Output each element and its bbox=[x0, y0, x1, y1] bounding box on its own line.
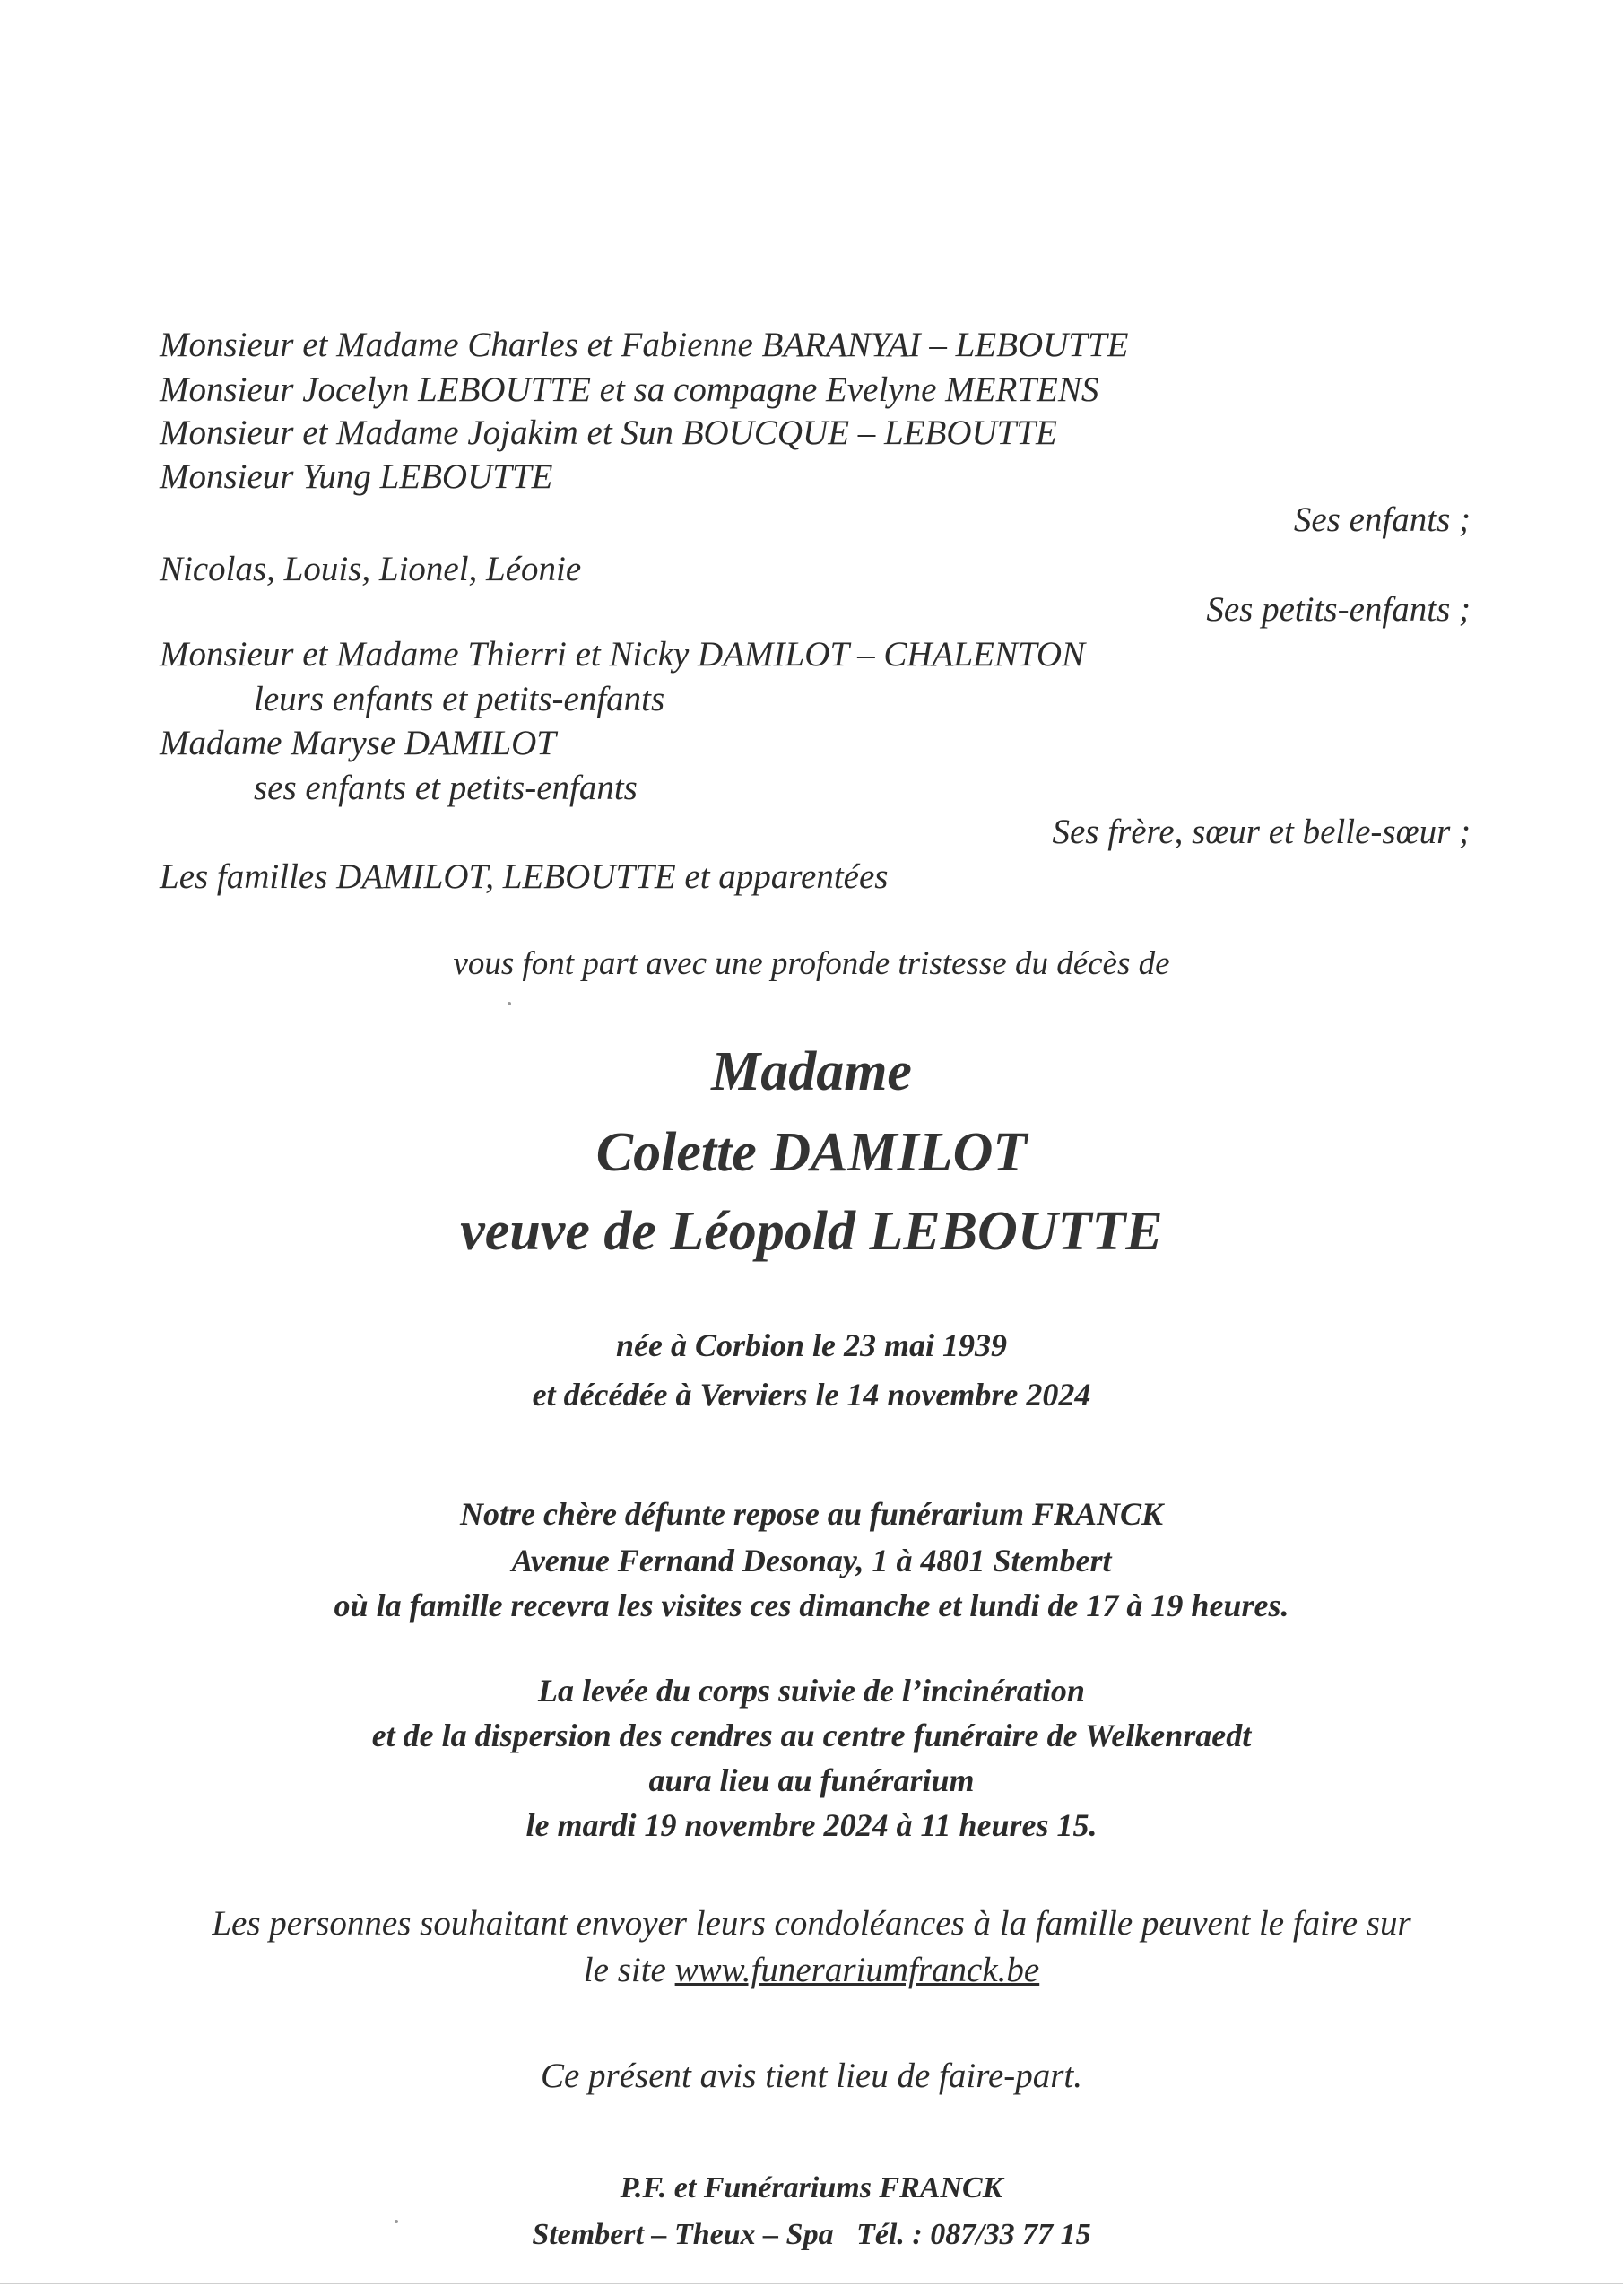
footer-company: P.F. et Funérariums FRANCK bbox=[620, 2171, 1003, 2205]
visitation-line-1: Notre chère défunte repose au funérarium FRANCK bbox=[459, 1496, 1164, 1532]
funerarium-website-link[interactable]: www.funerariumfranck.be bbox=[674, 1951, 1040, 1989]
grandchildren-line: Nicolas, Louis, Lionel, Léonie bbox=[160, 550, 582, 588]
scan-speck bbox=[508, 1002, 511, 1005]
ceremony-line-2: et de la dispersion des cendres au centre funéraire de Welkenraedt bbox=[371, 1718, 1252, 1753]
children-label: Ses enfants ; bbox=[1293, 500, 1471, 539]
child-line-4: Monsieur Yung LEBOUTTE bbox=[160, 457, 553, 496]
child-line-3: Monsieur et Madame Jojakim et Sun BOUCQUE – LEBOUTTE bbox=[160, 413, 1057, 452]
ceremony-line-3: aura lieu au funérarium bbox=[648, 1762, 975, 1798]
families-line: Les familles DAMILOT, LEBOUTTE et apparentées bbox=[160, 857, 889, 896]
scan-speck-2 bbox=[395, 2220, 398, 2223]
deceased-name: Colette DAMILOT bbox=[595, 1122, 1028, 1183]
scan-edge-line bbox=[0, 2283, 1623, 2284]
ceremony-line-1: La levée du corps suivie de l’incinération bbox=[538, 1673, 1085, 1709]
announcement: vous font part avec une profonde tristesse du décès de bbox=[453, 945, 1170, 982]
grandchildren-label: Ses petits-enfants ; bbox=[1206, 590, 1471, 629]
sibling-line-4: ses enfants et petits-enfants bbox=[254, 769, 638, 807]
child-line-1: Monsieur et Madame Charles et Fabienne BARANYAI – LEBOUTTE bbox=[160, 326, 1129, 364]
ceremony-line-4: le mardi 19 novembre 2024 à 11 heures 15. bbox=[525, 1807, 1098, 1843]
notice-line: Ce présent avis tient lieu de faire-part. bbox=[540, 2057, 1083, 2095]
condolences-site-line bbox=[0, 1948, 1623, 1993]
condolences-line: Les personnes souhaitant envoyer leurs condoléances à la famille peuvent le faire sur bbox=[212, 1904, 1411, 1943]
birth-line: née à Corbion le 23 mai 1939 bbox=[615, 1327, 1007, 1363]
footer-contact: Stembert – Theux – Spa Tél. : 087/33 77 15 bbox=[532, 2218, 1091, 2251]
siblings-label: Ses frère, sœur et belle-sœur ; bbox=[1052, 813, 1471, 851]
visitation-line-3: où la famille recevra les visites ces dimanche et lundi de 17 à 19 heures. bbox=[334, 1587, 1289, 1623]
death-line: et décédée à Verviers le 14 novembre 2024 bbox=[532, 1377, 1091, 1413]
sibling-line-3: Madame Maryse DAMILOT bbox=[160, 724, 556, 762]
deceased-title: Madame bbox=[711, 1041, 912, 1102]
visitation-line-2: Avenue Fernand Desonay, 1 à 4801 Stembert bbox=[511, 1543, 1112, 1578]
child-line-2: Monsieur Jocelyn LEBOUTTE et sa compagne Evelyne MERTENS bbox=[160, 370, 1099, 409]
sibling-line-1: Monsieur et Madame Thierri et Nicky DAMILOT – CHALENTON bbox=[160, 635, 1086, 674]
sibling-line-2: leurs enfants et petits-enfants bbox=[254, 680, 665, 718]
deceased-widow-of: veuve de Léopold LEBOUTTE bbox=[460, 1201, 1163, 1262]
condolences-site-prefix: le site bbox=[583, 1951, 666, 1989]
